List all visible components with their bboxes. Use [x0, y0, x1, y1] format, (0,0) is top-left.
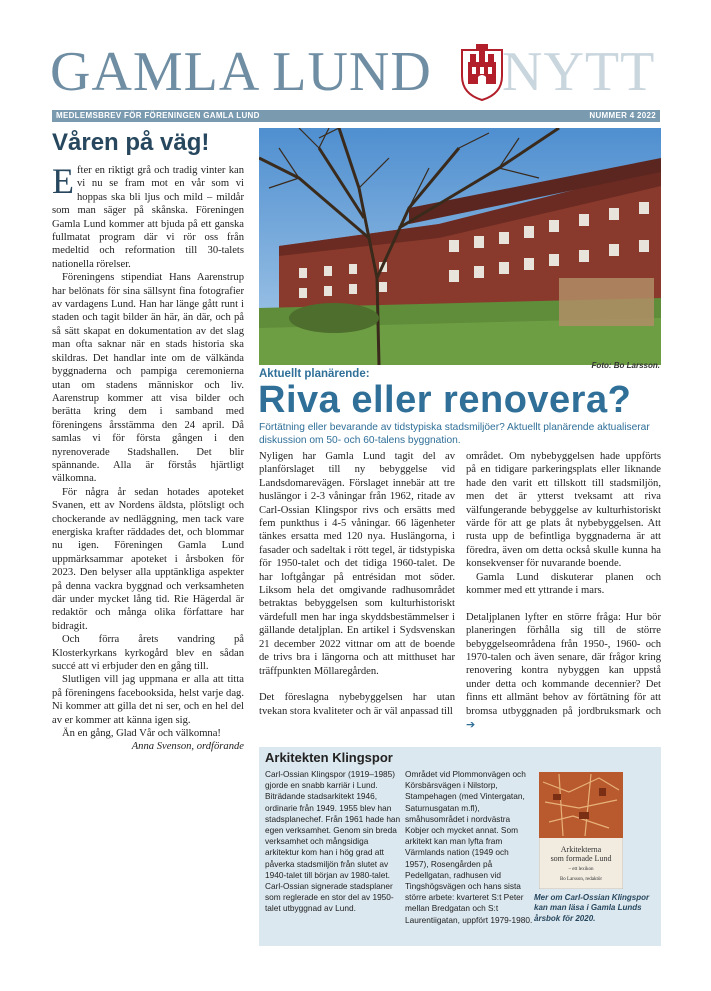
editorial-paragraph: För några år sedan hotades apoteket Svanen, ett av Nordens äldsta, plötsligt och chockerande av nedläggning, men tack vare energiska krafter räddades det, och blommar nu igen. Föreningen Gamla Lund uppmärksammar apoteket i årsboken för 2023. Den belyser alla upptänkliga aspekter på denna vackra byggnad och verksamheten där under mycket lång tid. Rie Hägerdal är redaktör och många olika författare har bidragit. [52, 486, 244, 632]
article-paragraph [466, 611, 661, 733]
architect-sidebar [259, 747, 661, 946]
editorial-article [52, 128, 244, 754]
newsletter-subtitle: MEDLEMSBREV FÖR FÖRENINGEN GAMLA LUND [56, 111, 260, 120]
lund-crest-icon [458, 42, 506, 102]
drop-cap: E [52, 161, 74, 201]
article-headline: Riva eller renovera? [258, 379, 632, 421]
article-column-2 [466, 450, 661, 733]
editorial-paragraph: Slutligen vill jag uppmana er alla att titta på föreningens facebooksida, helst varje dag. Ni kommer att gilla det ni ser, och en hel del av er kommer att känna igen sig. [52, 674, 244, 726]
article-paragraph: Nyligen har Gamla Lund tagit del av planförslaget till ny bebyggelse vid Landsdomarevägen. Förslaget innebär att tre huslängor i 2-3 våningar från 1962, ritade av Carl-Ossian Klingspor rivs och ersätts med fem punkthus i 4-5 våningar. 66 lägenheter tänkes ersatta med 120 nya. Huslängorna, i fasader och sadeltak i rött tegel, är tidstypiska för 1950-talet och det tidiga 1960-talet. De har loftgångar på entrésidan mot söder. Liksom hela det omgivande radhusområdet betraktas bebyggelsen som kulturhistoriskt värdefull men har inga skyddsbestämmelser i gällande detaljplan. En artikel i Sydsvenskan 21 december 2022 vittnar om att de boende de trivs bra i längorna och att mitthuset har träffpunkten Möllaregården. [259, 451, 455, 677]
masthead-title: GAMLA LUND [50, 41, 432, 103]
article-kicker: Aktuellt planärende: [259, 368, 370, 380]
building-photo [259, 128, 661, 365]
book-subtitle: – ett lexikon [568, 867, 594, 872]
masthead-title-nytt: NYTT [502, 41, 656, 103]
book-cover [539, 772, 623, 889]
article-paragraph: Det föreslagna nybebyggelsen har utan tvekan stora kvaliteter och är väl anpassad till [259, 692, 455, 717]
sidebar-title: Arkitekten Klingspor [265, 750, 393, 765]
subtitle-bar [52, 110, 660, 122]
book-title-line-2: som formade Lund [550, 854, 612, 863]
issue-number: NUMMER 4 2022 [589, 111, 656, 120]
article-paragraph: Gamla Lund diskuterar planen och kommer med ett yttrande i mars. [466, 571, 661, 597]
book-caption: Mer om Carl-Ossian Klingspor kan man läsa i Gamla Lunds årsbok för 2020. [534, 893, 650, 923]
editorial-paragraph: Och förra årets vandring på Klosterkyrkans kyrkogård blev en sådan succé att vi erbjuder den en gång till. [52, 634, 244, 673]
article-paragraph: området. Om nybebyggelsen hade uppförts på en tidigare parkeringsplats eller liknande hade den varit ett tillskott till stadsmiljön, men det är ytterst tveksamt att riva välfungerande bebyggelse av kulturhistoriskt värde för att ge plats åt nybebyggelsen. Att rusta upp de befintliga byggnaderna är att föredra, även om detta också skulle kunna ha konsekvenser för nuvarande boende. [466, 451, 661, 570]
book-author: Bo Larsson, redaktör [559, 877, 603, 882]
article-deck: Förtätning eller bevarande av tidstypiska stadsmiljöer? Aktuellt planärende aktualiserar diskussion om 50- och 60-talens byggnation. [259, 422, 650, 446]
article-text: Detaljplanen lyfter en större fråga: Hur bör planeringen förhålla sig till de större bebyggelseområdena från 1950-, 1960- och 1970-talen och även senare, där frågor kring renovering kontra nybyggen kan uppstå under detta och kommande decennier? Det finns ett allmänt behov av förtätning för att bromsa utbyggnaden på jordbruksmark och [466, 611, 661, 717]
editorial-paragraph: Än en gång, Glad Vår och välkomna! [62, 728, 221, 740]
editorial-heading: Våren på väg! [52, 129, 210, 156]
book-title-line-1: Arkitekterna [560, 845, 602, 854]
arrow-right-icon: ➔ [466, 718, 476, 732]
sidebar-text-2: Området vid Plommonvägen och Körsbärsvägen i Nilstorp, Stampehagen (med Vintergatan, Saturnusgatan m.fl), småhusområdet i nordvästra Kobjer och mycket annat. Som arkitekt kan man lyfta fram Värmlands nation (1949 och 1957), Rosengården på Pedellgatan, radhusen vid Tingshögsvägen och hans sista större arbete: kvarteret S:t Peter mellan Bredgatan och S:t Laurentiigatan, uppfört 1979-1980. [405, 769, 533, 925]
editorial-text: fter en riktigt grå och tradig vinter kan vi nu se fram mot en vår som vi hoppas ska bli ljus och mild – mildår som man säger på skånska. Föreningen Gamla Lund kommer att bjuda på ett ganska fullmatat program där vi rör oss från medeltid och reformation till 30-talets nationella rörelser. [52, 165, 244, 270]
photo-credit: Foto: Bo Larsson. [591, 361, 660, 370]
masthead [40, 40, 680, 110]
editorial-signature: Anna Svenson, ordförande [131, 741, 244, 753]
article-column-1 [259, 450, 455, 718]
editorial-paragraph [52, 161, 244, 271]
editorial-paragraph: Föreningens stipendiat Hans Aarenstrup har belönats för sina sällsynt fina fotografier av vardagens Lund. Han har länge gått runt i staden och tagit bilder än här, än där, och på så sätt skapat en dokumentation av det slag man ofta saknar när en stads historia ska skildras. Det handlar inte om de välkända byggnaderna och pampiga ceremonierna utan om stadens människor och liv. Aarenstrup kommer att visa bilder och berätta kring dem i samband med föreningens årsstämma den 24 april. Då samlas vi för första gången i den nyrenoverade Stadshallen. Det blir spännande. Alla är förstås hjärtligt välkomna. [52, 272, 244, 485]
sidebar-text-1: Carl-Ossian Klingspor (1919–1985) gjorde en snabb karriär i Lund. Biträdande stadsarkitekt 1946, ordinarie från 1949. 1955 blev han stadsplanechef. Från 1961 hade han egen verksamhet. Genom sin breda verksamhet och mångsidiga arkitektur kom han i hög grad att påverka stadsmiljön från slutet av 1940-talet till början av 1980-talet. Carl-Ossian signerade stadsplaner som reglerade en stor del av 1950-talet utbyggnad av Lund. [265, 769, 401, 914]
